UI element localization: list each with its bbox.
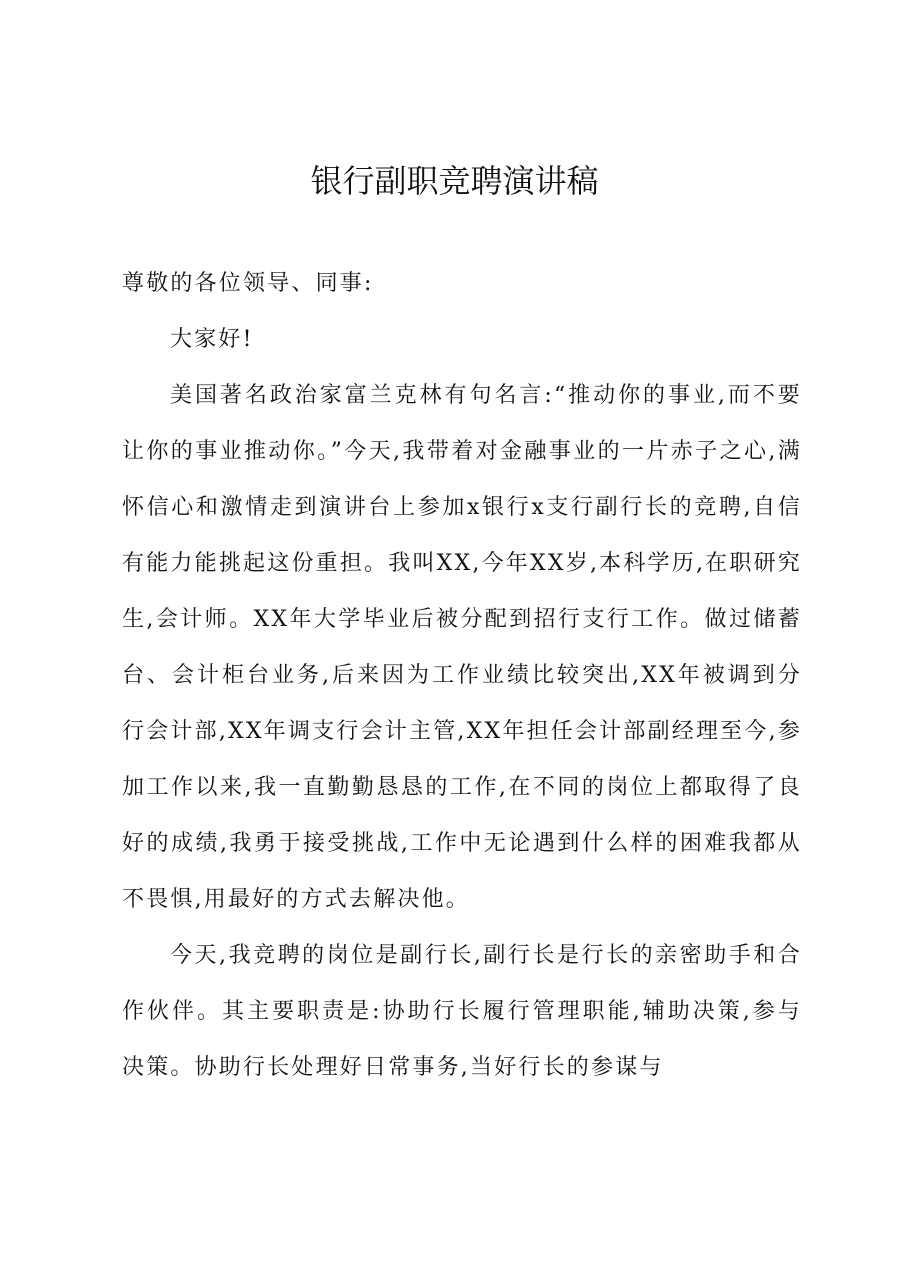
greeting: 大家好! (170, 327, 254, 352)
document-body (122, 256, 802, 1096)
paragraph-position: 今天,我竞聘的岗位是副行长,副行长是行长的亲密助手和合作伙伴。其主要职责是:协助行长履行管理职能,辅助决策,参与决策。协助行长处理好日常事务,当好行长的参谋与 (122, 943, 802, 1080)
document-title: 银行副职竞聘演讲稿 (310, 162, 599, 200)
paragraph-intro: 美国著名政治家富兰克林有句名言:“推动你的事业,而不要让你的事业推动你。”今天,我带着对金融事业的一片赤子之心,满怀信心和激情走到演讲台上参加x银行x支行副行长的竞聘,自信有能力能挑起这份重担。我叫XX,今年XX岁,本科学历,在职研究生,会计师。XX年大学毕业后被分配到招行支行工作。做过储蓄台、会计柜台业务,后来因为工作业绩比较突出,XX年被调到分行会计部,XX年调支行会计主管,XX年担任会计部副经理至今,参加工作以来,我一直勤勤恳恳的工作,在不同的岗位上都取得了良好的成绩,我勇于接受挑战,工作中无论遇到什么样的困难我都从不畏惧,用最好的方式去解决他。 (122, 383, 802, 912)
salutation: 尊敬的各位领导、同事: (122, 271, 374, 296)
